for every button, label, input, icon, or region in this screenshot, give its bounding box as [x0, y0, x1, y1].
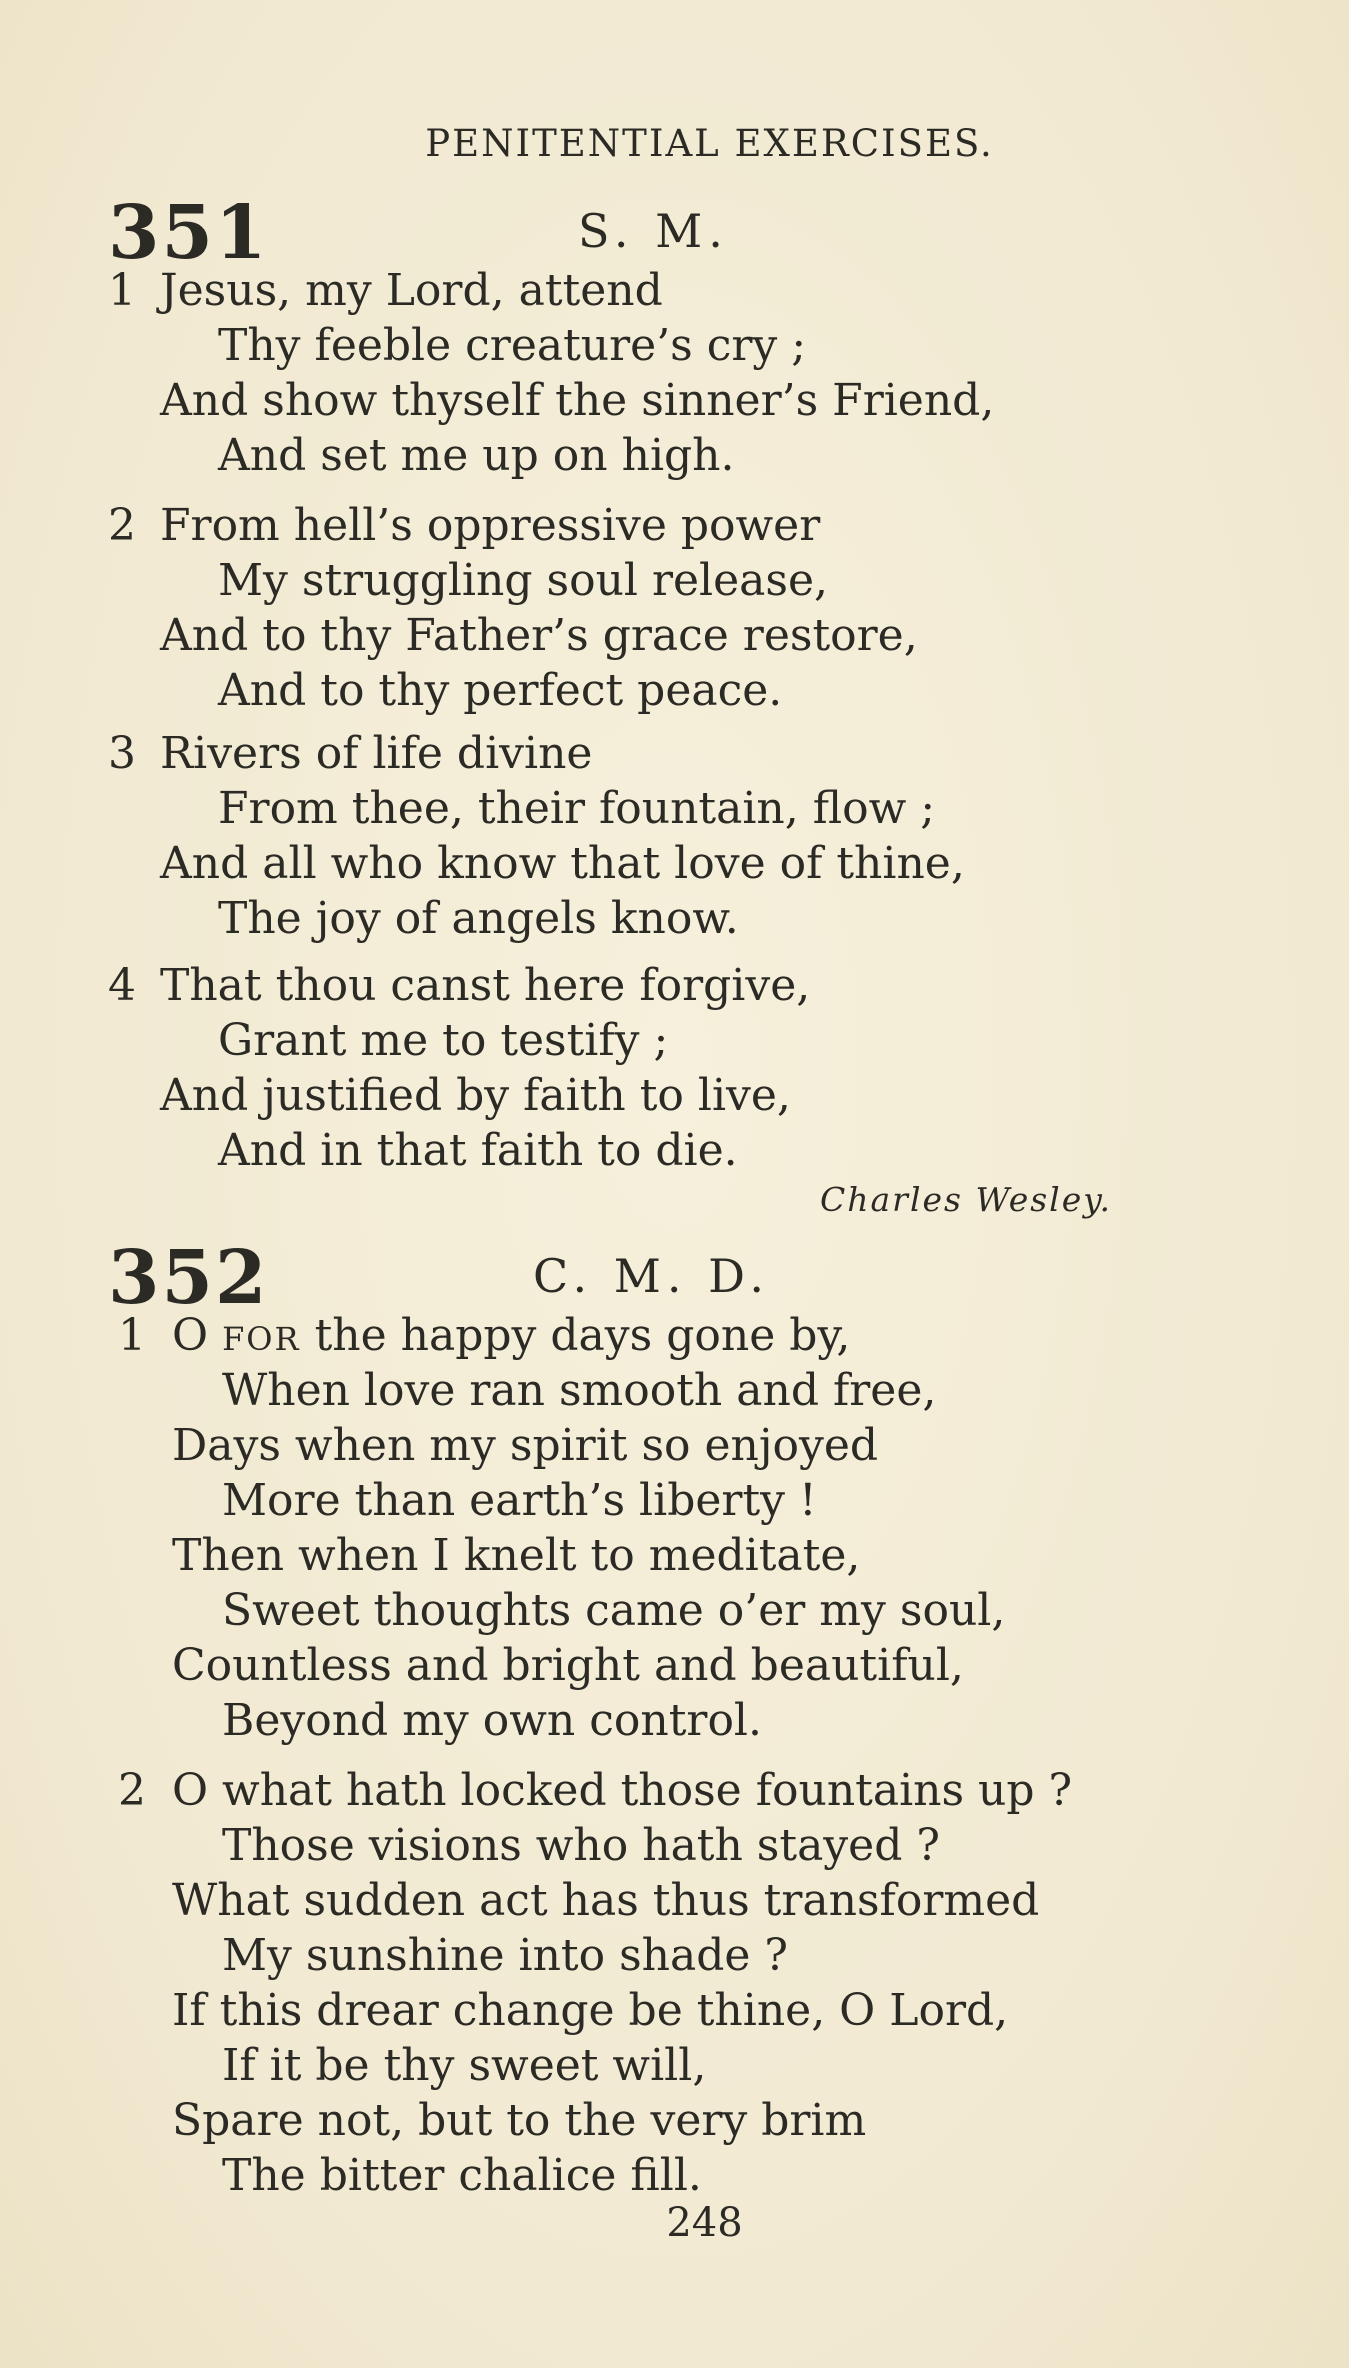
small-caps-word: FOR: [222, 1320, 301, 1358]
page-number: 248: [666, 2200, 743, 2246]
hymn-meter: S. M.: [578, 204, 729, 258]
hymn-line: Rivers of life divine: [160, 728, 593, 779]
verse-number: 2: [118, 1765, 146, 1816]
hymn-line: The joy of angels know.: [218, 893, 739, 944]
hymn-line-first: [172, 1310, 850, 1361]
hymn-line: And to thy perfect peace.: [218, 665, 783, 716]
hymn-line: Countless and bright and beautiful,: [172, 1640, 964, 1691]
hymn-line: From hell’s oppressive power: [160, 500, 821, 551]
hymn-line: Jesus, my Lord, attend: [160, 265, 663, 316]
hymn-line: And justified by faith to live,: [160, 1070, 791, 1121]
hymn-line: Then when I knelt to meditate,: [172, 1530, 861, 1581]
hymn-line: Sweet thoughts came o’er my soul,: [222, 1585, 1006, 1636]
hymn-line: If this drear change be thine, O Lord,: [172, 1985, 1009, 2036]
hymn-351-heading: [108, 190, 1208, 276]
verse-number: 4: [108, 960, 136, 1011]
hymn-line: Spare not, but to the very brim: [172, 2095, 867, 2146]
hymn-352-heading: [108, 1235, 1208, 1321]
hymn-line: Thy feeble creature’s cry ;: [218, 320, 807, 371]
hymn-line: O what hath locked those fountains up ?: [172, 1765, 1073, 1816]
verse-number: 1: [118, 1310, 146, 1361]
hymn-line: What sudden act has thus transformed: [172, 1875, 1040, 1926]
hymn-number: 352: [108, 1235, 269, 1321]
first-line-rest: the happy days gone by,: [300, 1310, 851, 1361]
hymn-line: And show thyself the sinner’s Friend,: [160, 375, 995, 426]
hymn-meter: C. M. D.: [533, 1249, 771, 1303]
drop-word: O: [172, 1310, 209, 1361]
hymn-line: The bitter chalice fill.: [222, 2150, 702, 2201]
hymn-line: Grant me to testify ;: [218, 1015, 669, 1066]
verse-number: 2: [108, 500, 136, 551]
hymn-number: 351: [108, 190, 269, 276]
hymn-line: And to thy Father’s grace restore,: [160, 610, 918, 661]
hymn-line: And set me up on high.: [218, 430, 735, 481]
hymn-line: And all who know that love of thine,: [160, 838, 965, 889]
hymn-author: Charles Wesley.: [820, 1180, 1112, 1219]
hymn-line: More than earth’s liberty !: [222, 1475, 817, 1526]
verse-number: 3: [108, 728, 136, 779]
hymn-line: Those visions who hath stayed ?: [222, 1820, 940, 1871]
running-header: PENITENTIAL EXERCISES.: [425, 122, 994, 165]
hymn-line: From thee, their fountain, flow ;: [218, 783, 936, 834]
hymn-line: If it be thy sweet will,: [222, 2040, 707, 2091]
hymn-line: My sunshine into shade ?: [222, 1930, 789, 1981]
hymn-line: That thou canst here forgive,: [160, 960, 811, 1011]
verse-number: 1: [108, 265, 136, 316]
hymn-line: When love ran smooth and free,: [222, 1365, 937, 1416]
hymn-line: Days when my spirit so enjoyed: [172, 1420, 879, 1471]
hymn-line: My struggling soul release,: [218, 555, 828, 606]
hymn-line: Beyond my own control.: [222, 1695, 762, 1746]
hymn-line: And in that faith to die.: [218, 1125, 738, 1176]
